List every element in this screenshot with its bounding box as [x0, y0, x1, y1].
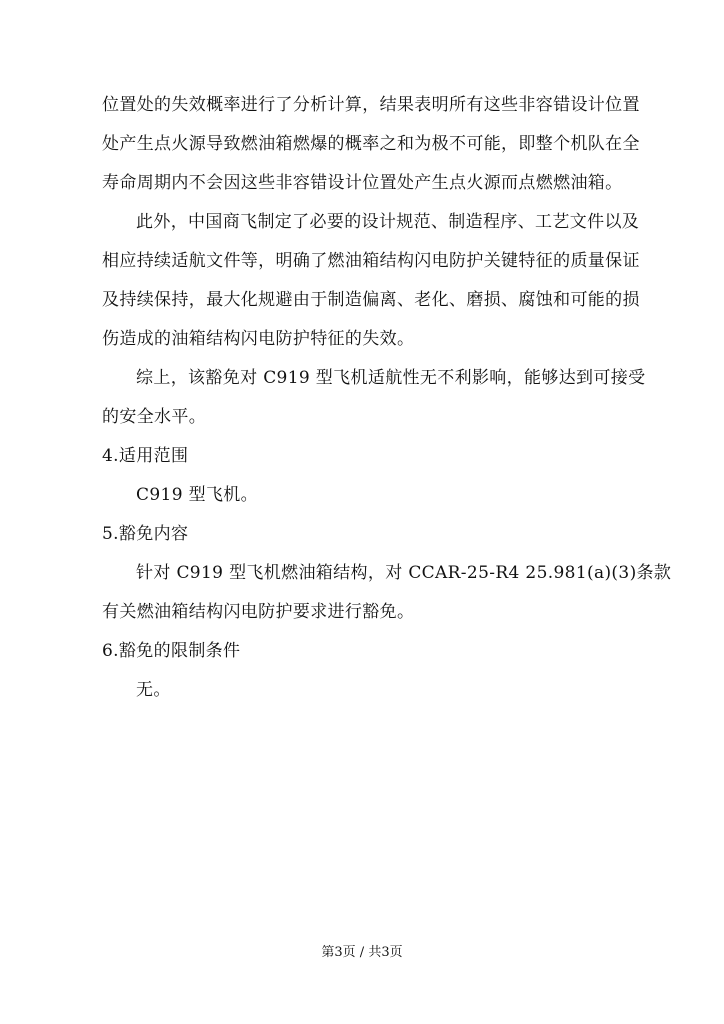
paragraph-line-4: 此外，中国商飞制定了必要的设计规范、制造程序、工艺文件以及 — [136, 212, 640, 232]
paragraph-line-3: 寿命周期内不会因这些非容错设计位置处产生点火源而点燃燃油箱。 — [102, 173, 623, 193]
paragraph-line-9: 的安全水平。 — [102, 407, 207, 427]
paragraph-line-6: 及持续保持，最大化规避由于制造偏离、老化、磨损、腐蚀和可能的损 — [102, 290, 640, 310]
paragraph-line-7: 伤造成的油箱结构闪电防护特征的失效。 — [102, 329, 415, 349]
paragraph-line-1: 位置处的失效概率进行了分析计算，结果表明所有这些非容错设计位置 — [102, 95, 640, 115]
paragraph-line-5: 相应持续适航文件等，明确了燃油箱结构闪电防护关键特征的质量保证 — [102, 251, 640, 271]
exemption-content-line-1: 针对 C919 型飞机燃油箱结构，对 CCAR-25-R4 25.981(a)(3)条款 — [136, 563, 672, 583]
section-heading-exemption-content: 5.豁免内容 — [102, 524, 189, 544]
section-heading-limitations: 6.豁免的限制条件 — [102, 641, 241, 661]
paragraph-line-8: 综上，该豁免对 C919 型飞机适航性无不利影响，能够达到可接受 — [136, 368, 646, 388]
limitations-text: 无。 — [136, 680, 171, 700]
section-heading-scope: 4.适用范围 — [102, 446, 189, 466]
exemption-content-line-2: 有关燃油箱结构闪电防护要求进行豁免。 — [102, 602, 415, 622]
paragraph-line-2: 处产生点火源导致燃油箱燃爆的概率之和为极不可能，即整个机队在全 — [102, 134, 640, 154]
page-number-footer: 第3页 / 共3页 — [321, 945, 403, 960]
scope-text: C919 型飞机。 — [136, 485, 259, 505]
